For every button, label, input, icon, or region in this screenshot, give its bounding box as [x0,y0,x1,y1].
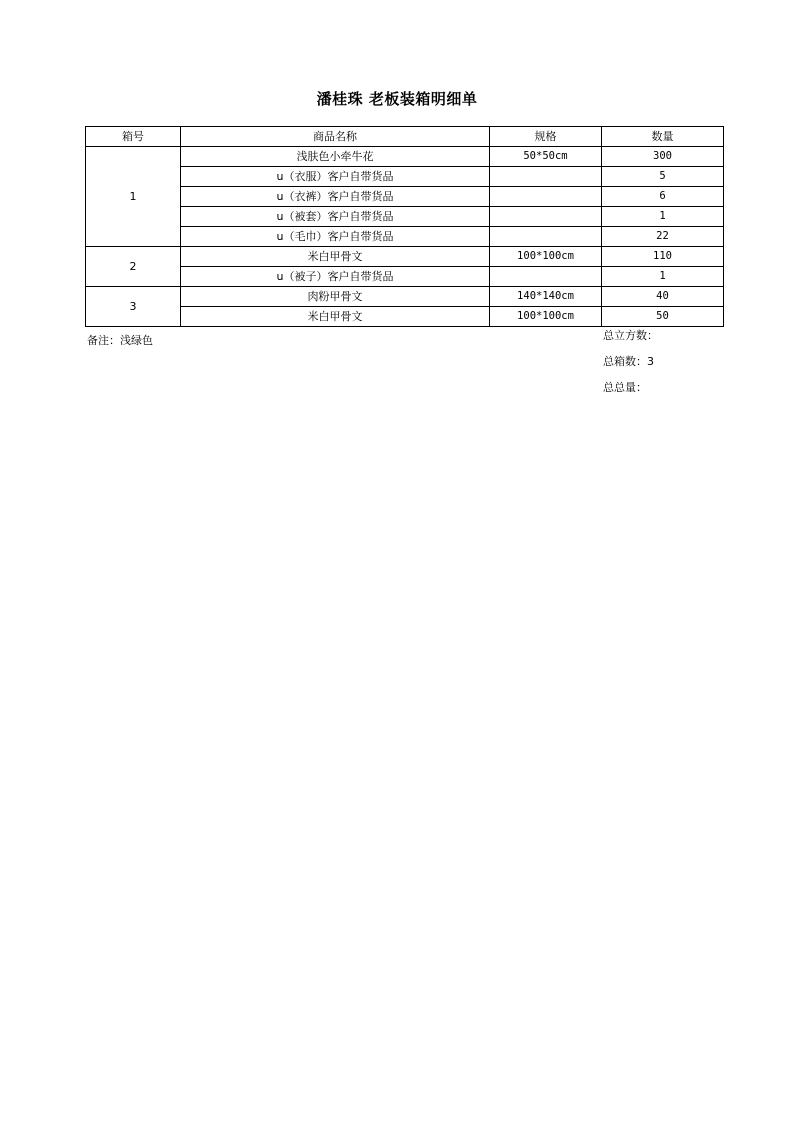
total-boxes: 总箱数：3 [603,355,654,368]
product-name-cell: u（衣裤）客户自带货品 [181,187,490,207]
spec-cell: 100*100cm [490,247,602,267]
spec-cell: 100*100cm [490,307,602,327]
remark-note: 备注：浅绿色 [87,334,153,347]
total-weight: 总总量： [603,381,647,394]
header-quantity: 数量 [602,127,724,147]
table-row [86,287,724,307]
table-row [86,207,724,227]
spec-cell: 50*50cm [490,147,602,167]
header-spec: 规格 [490,127,602,147]
packing-list-table [85,126,724,327]
quantity-cell: 1 [602,207,724,227]
product-name-cell: 米白甲骨文 [181,247,490,267]
product-name-cell: u（被套）客户自带货品 [181,207,490,227]
spec-cell [490,227,602,247]
table-row [86,247,724,267]
spec-cell: 140*140cm [490,287,602,307]
quantity-cell: 40 [602,287,724,307]
product-name-cell: u（毛巾）客户自带货品 [181,227,490,247]
quantity-cell: 50 [602,307,724,327]
spec-cell [490,167,602,187]
product-name-cell: u（被子）客户自带货品 [181,267,490,287]
table-row [86,147,724,167]
document-title: 潘桂珠 老板装箱明细单 [316,90,478,108]
box-number-cell: 2 [86,247,181,287]
product-name-cell: 浅肤色小牵牛花 [181,147,490,167]
spec-cell [490,267,602,287]
product-name-cell: 米白甲骨文 [181,307,490,327]
table-row [86,227,724,247]
box-number-cell: 3 [86,287,181,327]
spec-cell [490,187,602,207]
table-row [86,307,724,327]
product-name-cell: u（衣服）客户自带货品 [181,167,490,187]
quantity-cell: 300 [602,147,724,167]
totals-block [603,328,658,406]
quantity-cell: 6 [602,187,724,207]
quantity-cell: 1 [602,267,724,287]
product-name-cell: 肉粉甲骨文 [181,287,490,307]
box-number-cell: 1 [86,147,181,247]
table-header-row [86,127,724,147]
quantity-cell: 110 [602,247,724,267]
header-box-no: 箱号 [86,127,181,147]
table-row [86,187,724,207]
quantity-cell: 5 [602,167,724,187]
table-row [86,267,724,287]
table-row [86,167,724,187]
total-volume: 总立方数： [603,329,658,342]
spec-cell [490,207,602,227]
header-product-name: 商品名称 [181,127,490,147]
quantity-cell: 22 [602,227,724,247]
